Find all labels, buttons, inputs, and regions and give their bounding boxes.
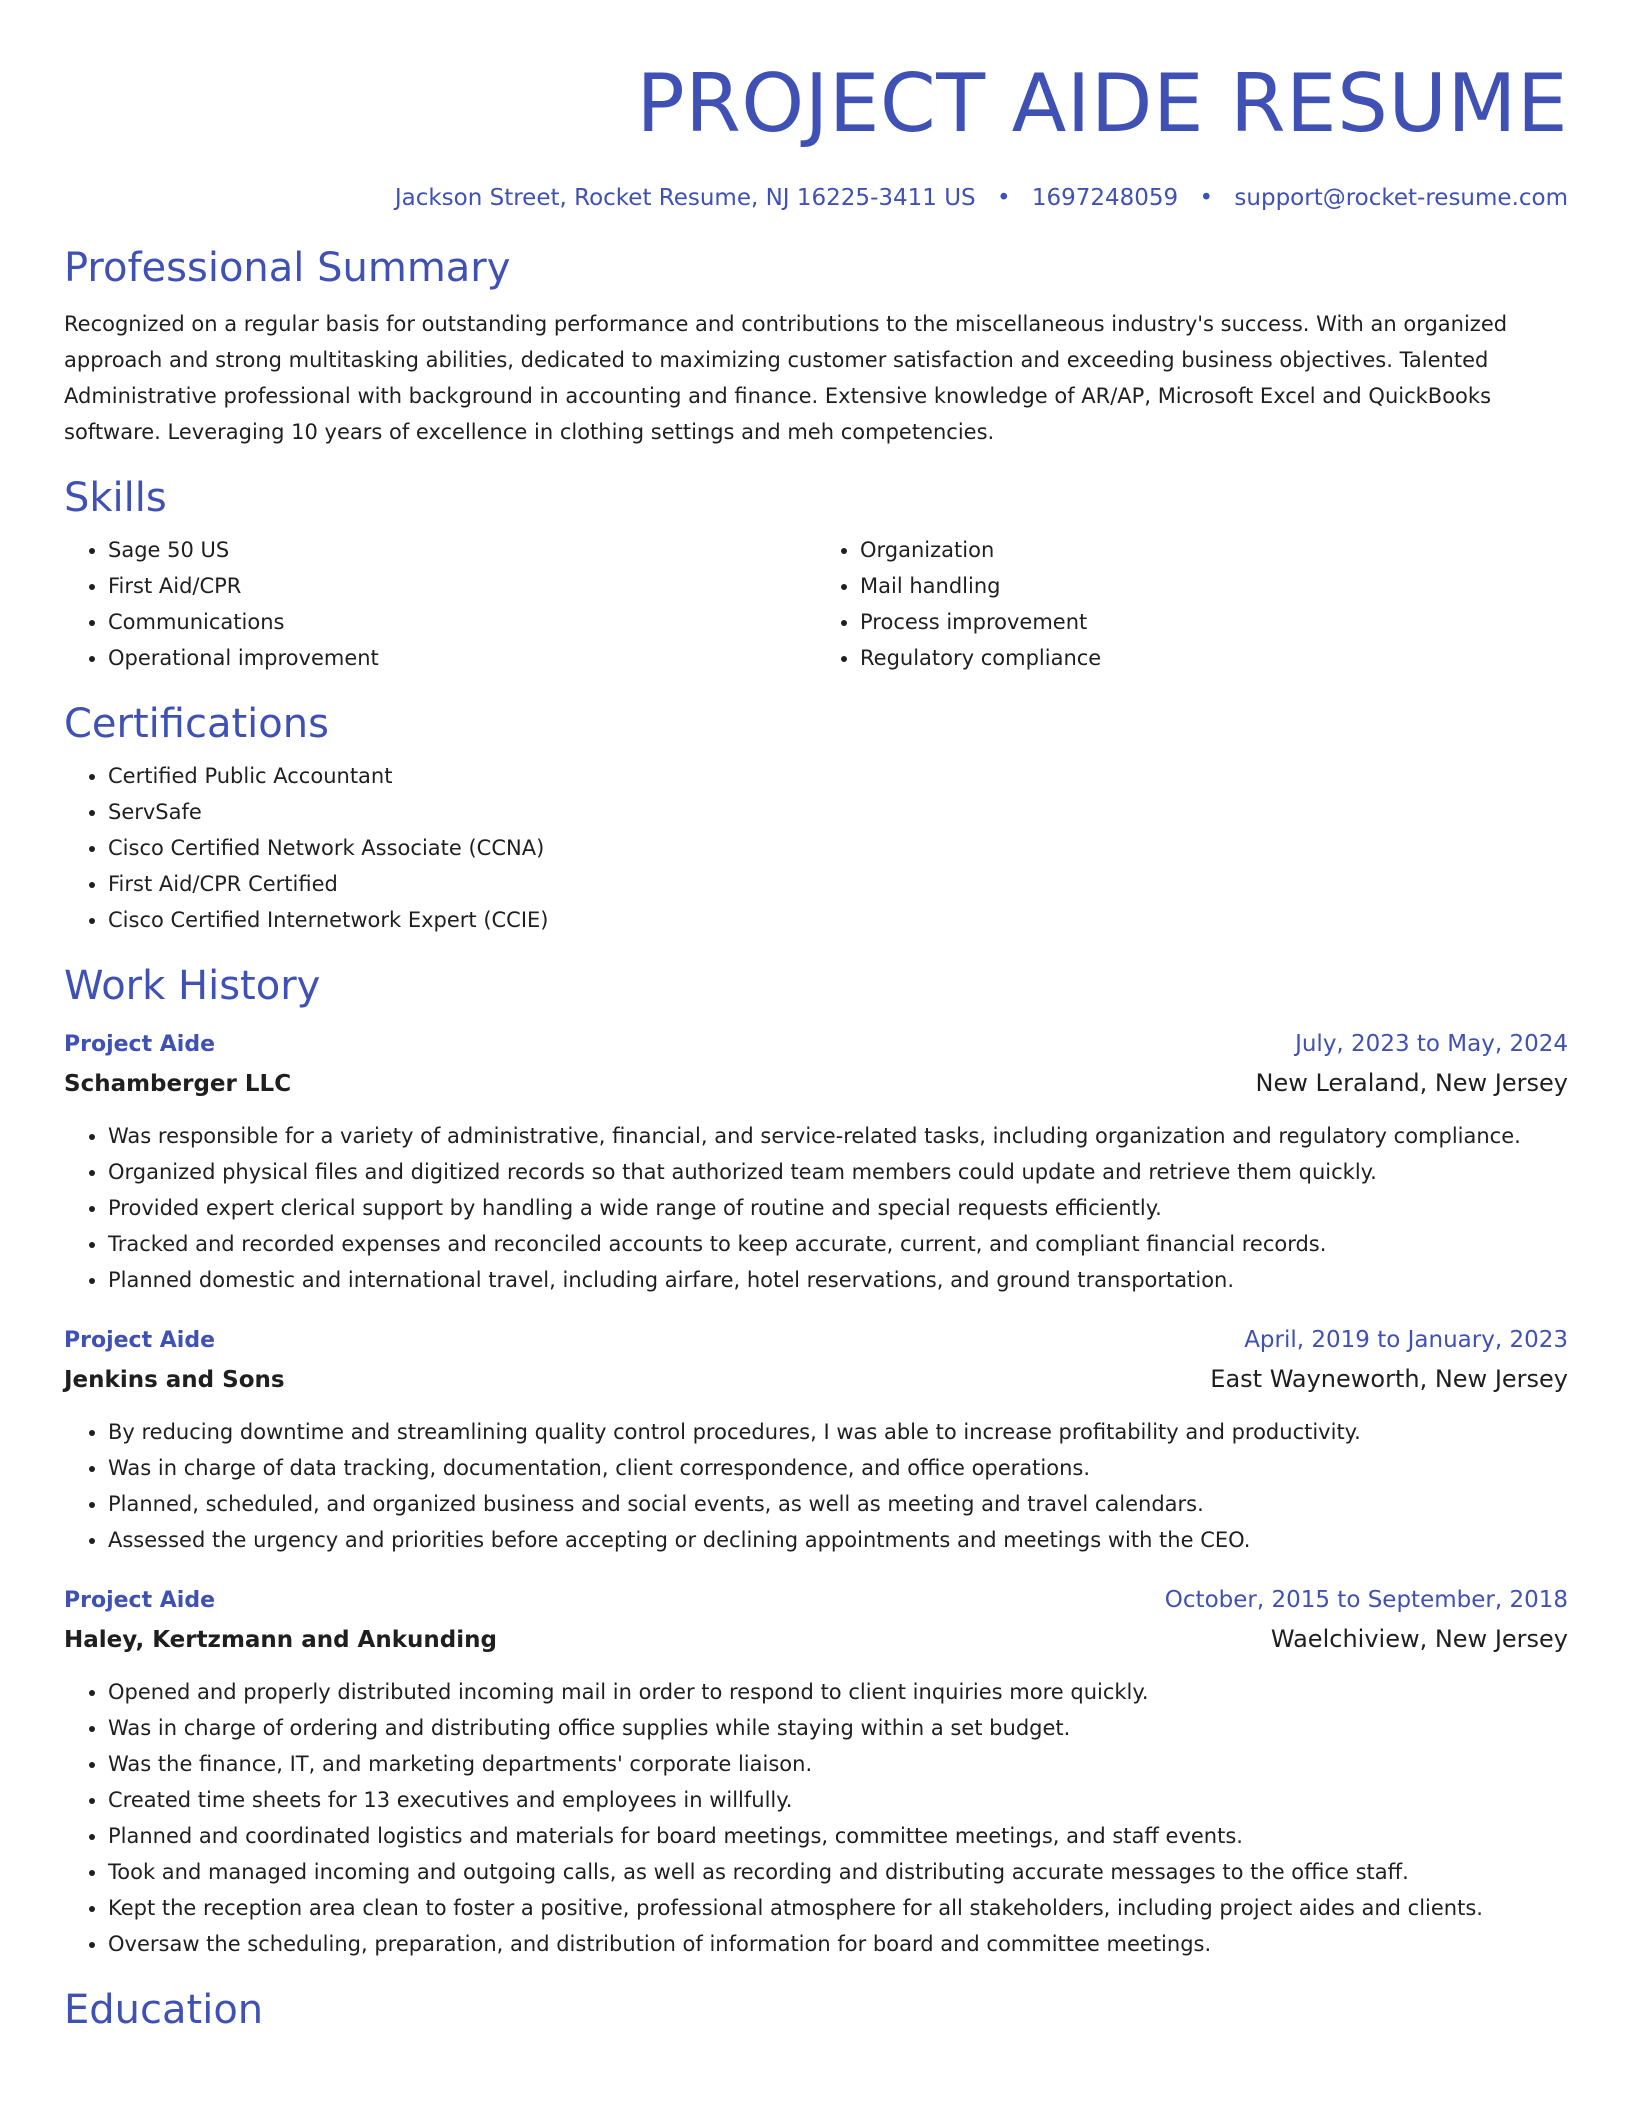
job-bullets xyxy=(64,1674,1568,1962)
certification-item: • First Aid/CPR Certified xyxy=(108,866,1568,902)
job-bullet: • Kept the reception area clean to foster a positive, professional atmosphere for all stakeholders, including project aides and clients. xyxy=(108,1890,1568,1926)
certifications-section xyxy=(64,698,1568,938)
contact-line xyxy=(64,182,1568,214)
certification-item: • Cisco Certified Internetwork Expert (CCIE) xyxy=(108,902,1568,938)
certifications-heading: Certifications xyxy=(64,701,329,747)
job-bullet: • Assessed the urgency and priorities before accepting or declining appointments and meetings with the CEO. xyxy=(108,1522,1568,1558)
job-company: Schamberger LLC xyxy=(64,1071,292,1097)
certification-item: • Cisco Certified Network Associate (CCNA) xyxy=(108,830,1568,866)
certification-item: • ServSafe xyxy=(108,794,1568,830)
job-entry xyxy=(64,1582,1568,1962)
job-bullet: • Planned domestic and international travel, including airfare, hotel reservations, and ground transportation. xyxy=(108,1262,1568,1298)
contact-email: support@rocket-resume.com xyxy=(1234,185,1568,211)
job-header xyxy=(64,1322,1568,1359)
skills-section xyxy=(64,472,1568,676)
job-location: Waelchiview, New Jersey xyxy=(1270,1625,1568,1653)
skill-item: • Organization xyxy=(860,532,1568,568)
skills-list-right xyxy=(816,532,1568,676)
job-subheader xyxy=(64,1359,1568,1400)
job-bullet: • Oversaw the scheduling, preparation, and distribution of information for board and committee meetings. xyxy=(108,1926,1568,1962)
job-bullet: • Was in charge of data tracking, documentation, client correspondence, and office operations. xyxy=(108,1450,1568,1486)
skills-columns xyxy=(64,532,1568,676)
job-entry xyxy=(64,1322,1568,1558)
job-bullet: • Organized physical files and digitized records so that authorized team members could update and retrieve them quickly. xyxy=(108,1154,1568,1190)
skill-item: • Communications xyxy=(108,604,816,640)
job-bullet: • Tracked and recorded expenses and reconciled accounts to keep accurate, current, and compliant financial records. xyxy=(108,1226,1568,1262)
job-bullet: • Was in charge of ordering and distributing office supplies while staying within a set budget. xyxy=(108,1710,1568,1746)
contact-separator: • xyxy=(996,185,1011,211)
skills-list-left xyxy=(64,532,816,676)
skills-heading: Skills xyxy=(64,475,167,521)
job-bullet: • Provided expert clerical support by handling a wide range of routine and special requests efficiently. xyxy=(108,1190,1568,1226)
contact-separator: • xyxy=(1199,185,1214,211)
skill-item: • Mail handling xyxy=(860,568,1568,604)
job-location: New Leraland, New Jersey xyxy=(1255,1069,1568,1097)
resume-header xyxy=(64,0,1568,214)
job-title: Project Aide xyxy=(64,1588,216,1613)
job-bullet: • By reducing downtime and streamlining quality control procedures, I was able to increase profitability and productivity. xyxy=(108,1414,1568,1450)
job-entry xyxy=(64,1026,1568,1298)
job-bullet: • Created time sheets for 13 executives and employees in willfully. xyxy=(108,1782,1568,1818)
job-title: Project Aide xyxy=(64,1328,216,1353)
skill-item: • First Aid/CPR xyxy=(108,568,816,604)
education-heading: Education xyxy=(64,1987,264,2033)
summary-text: Recognized on a regular basis for outstanding performance and contributions to the miscellaneous industry's success. With an organized approach and strong multitasking abilities, dedicated to maximizing customer satisfaction and exceeding business objectives. Talented Administrative professional with background in accounting and finance. Extensive knowledge of AR/AP, Microsoft Excel and QuickBooks software. Leveraging 10 years of excellence in clothing settings and meh competencies. xyxy=(64,312,1508,444)
job-subheader xyxy=(64,1063,1568,1104)
job-bullet: • Planned and coordinated logistics and materials for board meetings, committee meetings, and staff events. xyxy=(108,1818,1568,1854)
work-history-heading: Work History xyxy=(64,963,321,1009)
resume-title: PROJECT AIDE RESUME xyxy=(636,57,1568,150)
job-bullet: • Was responsible for a variety of administrative, financial, and service-related tasks, including organization and regulatory compliance. xyxy=(108,1118,1568,1154)
skill-item: • Operational improvement xyxy=(108,640,816,676)
job-bullets xyxy=(64,1118,1568,1298)
job-bullet: • Planned, scheduled, and organized business and social events, as well as meeting and travel calendars. xyxy=(108,1486,1568,1522)
job-bullet: • Opened and properly distributed incoming mail in order to respond to client inquiries more quickly. xyxy=(108,1674,1568,1710)
work-history-section xyxy=(64,960,1568,1962)
job-header xyxy=(64,1026,1568,1063)
job-title: Project Aide xyxy=(64,1032,216,1057)
job-dates: April, 2019 to January, 2023 xyxy=(1244,1327,1568,1353)
job-dates: July, 2023 to May, 2024 xyxy=(1295,1031,1568,1057)
job-company: Jenkins and Sons xyxy=(64,1367,285,1393)
job-bullet: • Took and managed incoming and outgoing calls, as well as recording and distributing accurate messages to the office staff. xyxy=(108,1854,1568,1890)
job-bullets xyxy=(64,1414,1568,1558)
skill-item: • Process improvement xyxy=(860,604,1568,640)
certifications-list xyxy=(64,758,1568,938)
certification-item: • Certified Public Accountant xyxy=(108,758,1568,794)
summary-heading: Professional Summary xyxy=(64,245,511,291)
job-subheader xyxy=(64,1619,1568,1660)
skill-item: • Sage 50 US xyxy=(108,532,816,568)
contact-address: Jackson Street, Rocket Resume, NJ 16225-3411 US xyxy=(394,185,976,211)
job-company: Haley, Kertzmann and Ankunding xyxy=(64,1627,497,1653)
job-dates: October, 2015 to September, 2018 xyxy=(1164,1587,1568,1613)
education-section xyxy=(64,1984,1568,2036)
skill-item: • Regulatory compliance xyxy=(860,640,1568,676)
contact-phone: 1697248059 xyxy=(1031,185,1179,211)
job-location: East Wayneworth, New Jersey xyxy=(1210,1365,1568,1393)
job-header xyxy=(64,1582,1568,1619)
job-bullet: • Was the finance, IT, and marketing departments' corporate liaison. xyxy=(108,1746,1568,1782)
summary-section xyxy=(64,242,1568,450)
